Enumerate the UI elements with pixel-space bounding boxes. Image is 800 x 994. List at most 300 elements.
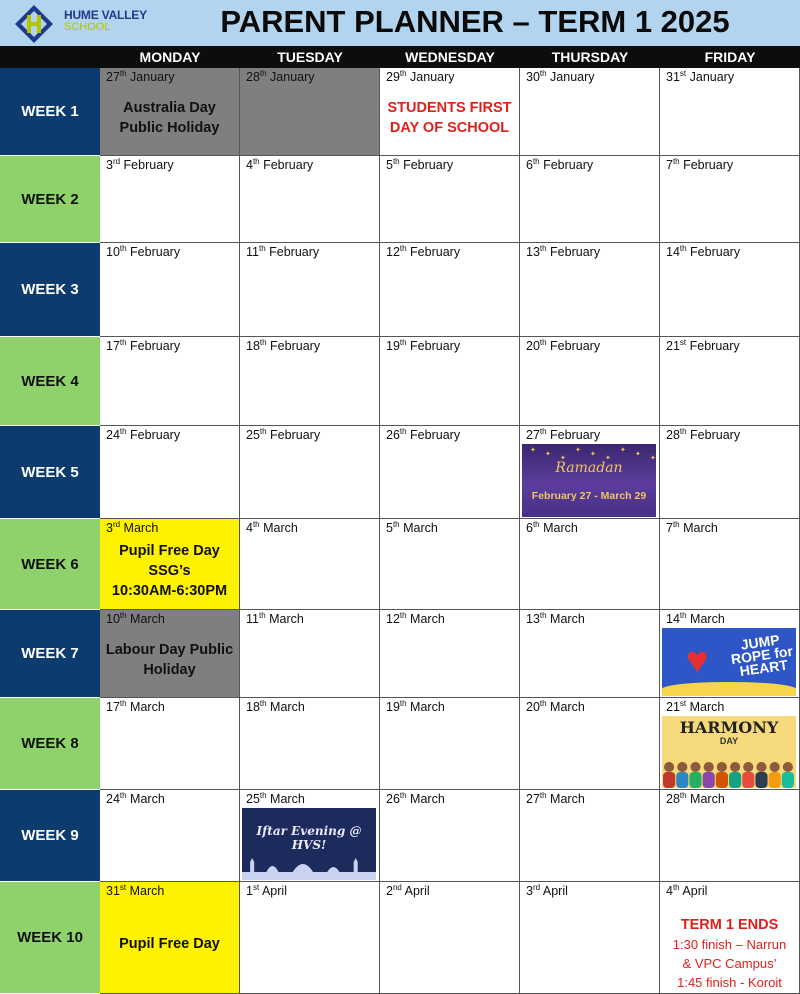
date-suffix: rd — [532, 883, 541, 892]
date-month: February — [126, 428, 181, 442]
date-day: 3 — [106, 158, 113, 172]
date-month: March — [120, 521, 159, 535]
date-day: 19 — [386, 339, 400, 353]
date-suffix: th — [532, 157, 540, 166]
jump-banner — [662, 628, 796, 696]
iftar-banner — [242, 808, 376, 880]
page-header — [0, 0, 800, 46]
date-suffix: th — [679, 244, 687, 253]
cell-date — [386, 884, 430, 899]
event-text: Australia Day — [123, 100, 216, 116]
date-suffix: th — [119, 427, 127, 436]
date-month: January — [546, 70, 595, 84]
day-cell[interactable] — [380, 156, 520, 243]
cell-date — [246, 612, 304, 627]
cell-date — [386, 339, 460, 354]
date-month: February — [266, 428, 321, 442]
date-month: February — [120, 158, 174, 172]
cell-date — [526, 158, 593, 173]
date-month: February — [126, 245, 181, 259]
date-day: 26 — [386, 792, 400, 806]
date-day: 17 — [106, 339, 120, 353]
date-suffix: th — [399, 69, 407, 78]
date-day: 12 — [386, 612, 400, 626]
event-text: Pupil Free Day — [119, 543, 220, 559]
day-cell[interactable] — [520, 790, 660, 882]
date-suffix: th — [672, 520, 680, 529]
date-day: 6 — [526, 158, 533, 172]
date-suffix: th — [399, 427, 407, 436]
date-month: January — [126, 70, 175, 84]
date-month: March — [399, 521, 438, 535]
week-label-5: WEEK 5 — [0, 426, 100, 519]
date-day: 1 — [246, 884, 253, 898]
date-month: February — [406, 428, 461, 442]
date-day: 18 — [246, 339, 260, 353]
cell-date — [666, 884, 707, 899]
date-month: March — [266, 792, 305, 806]
day-cell[interactable] — [240, 610, 380, 698]
star-icon: ✦ — [590, 451, 596, 458]
date-suffix: th — [539, 244, 547, 253]
cell-date — [666, 339, 740, 354]
date-suffix: th — [532, 520, 540, 529]
date-suffix: th — [259, 427, 267, 436]
event-note: 1:45 finish - Koroit — [677, 975, 782, 990]
day-header-tuesday: TUESDAY — [277, 49, 343, 65]
day-cell[interactable] — [380, 610, 520, 698]
day-cell[interactable] — [240, 882, 380, 994]
cell-date — [386, 700, 445, 715]
date-day: 7 — [666, 158, 673, 172]
week-label-8: WEEK 8 — [0, 698, 100, 790]
day-cell[interactable] — [660, 698, 800, 790]
star-icon: ✦ — [650, 455, 656, 462]
day-cell[interactable] — [100, 156, 240, 243]
star-icon: ✦ — [605, 455, 611, 462]
week-label-3: WEEK 3 — [0, 243, 100, 337]
date-day: 7 — [666, 521, 673, 535]
date-month: March — [686, 792, 725, 806]
day-cell[interactable] — [520, 68, 660, 156]
cell-date — [106, 700, 165, 715]
day-cell[interactable] — [240, 698, 380, 790]
date-day: 13 — [526, 612, 540, 626]
day-cell[interactable] — [100, 610, 240, 698]
date-day: 11 — [246, 612, 259, 626]
day-cell[interactable] — [520, 882, 660, 994]
cell-date — [386, 612, 445, 627]
cell-date — [666, 700, 724, 715]
date-month: February — [265, 245, 320, 259]
cell-date — [246, 158, 313, 173]
cell-date — [666, 158, 733, 173]
day-cell[interactable] — [660, 243, 800, 337]
day-cell[interactable] — [520, 337, 660, 426]
date-day: 13 — [526, 245, 540, 259]
date-month: March — [126, 792, 165, 806]
day-cell[interactable] — [100, 698, 240, 790]
date-month: February — [686, 245, 741, 259]
date-day: 27 — [526, 792, 540, 806]
date-month: March — [406, 612, 445, 626]
cell-date — [106, 792, 165, 807]
date-month: January — [686, 70, 735, 84]
date-day: 10 — [106, 612, 120, 626]
date-day: 17 — [106, 700, 120, 714]
date-month: February — [546, 428, 601, 442]
ramadan-title: Ramadan — [555, 460, 623, 476]
event-text: Public Holiday — [119, 120, 220, 136]
day-cell[interactable] — [520, 610, 660, 698]
event-text: 10:30AM-6:30PM — [111, 583, 228, 599]
day-cell[interactable] — [520, 426, 660, 519]
cell-date — [526, 792, 585, 807]
cell-date — [246, 245, 319, 260]
date-suffix: nd — [392, 883, 402, 892]
date-month: February — [406, 339, 461, 353]
date-suffix: th — [679, 791, 687, 800]
school-name: HUME VALLEY — [64, 8, 147, 22]
date-suffix: rd — [112, 520, 121, 529]
date-suffix: th — [119, 338, 127, 347]
heart-icon: ♥ — [686, 640, 709, 682]
day-cell[interactable] — [100, 519, 240, 610]
date-month: March — [259, 521, 298, 535]
date-day: 25 — [246, 428, 260, 442]
date-month: February — [406, 245, 461, 259]
date-month: March — [265, 612, 304, 626]
cell-date — [106, 70, 175, 85]
day-cell[interactable] — [100, 243, 240, 337]
harmony-banner — [662, 716, 796, 788]
date-month: March — [686, 612, 725, 626]
date-month: February — [546, 339, 601, 353]
event-text: SSG’s — [148, 563, 191, 579]
day-cell[interactable] — [380, 337, 520, 426]
date-suffix: th — [119, 69, 127, 78]
week-label-4: WEEK 4 — [0, 337, 100, 426]
date-day: 27 — [526, 428, 540, 442]
iftar-title: Iftar Evening @ HVS! — [256, 824, 362, 852]
date-suffix: th — [399, 699, 407, 708]
day-header-wednesday: WEDNESDAY — [405, 49, 495, 65]
date-month: March — [546, 612, 585, 626]
day-cell[interactable] — [240, 337, 380, 426]
date-suffix: th — [399, 611, 407, 620]
date-suffix: th — [539, 611, 547, 620]
day-cell[interactable] — [520, 698, 660, 790]
week-label-10: WEEK 10 — [0, 882, 100, 994]
day-cell[interactable] — [240, 519, 380, 610]
date-suffix: st — [119, 883, 127, 892]
date-suffix: th — [119, 791, 127, 800]
date-day: 5 — [386, 521, 393, 535]
cell-date — [666, 521, 718, 536]
date-day: 14 — [666, 245, 680, 259]
day-cell[interactable] — [660, 790, 800, 882]
day-cell[interactable] — [380, 243, 520, 337]
date-month: March — [266, 700, 305, 714]
cell-date — [106, 428, 180, 443]
date-suffix: th — [539, 427, 547, 436]
date-day: 28 — [666, 792, 680, 806]
day-header-thursday: THURSDAY — [551, 49, 629, 65]
date-suffix: th — [399, 338, 407, 347]
date-suffix: th — [539, 791, 547, 800]
date-suffix: rd — [112, 157, 121, 166]
date-day: 3 — [526, 884, 533, 898]
date-day: 18 — [246, 700, 260, 714]
star-icon: ✦ — [635, 451, 641, 458]
day-cell[interactable] — [240, 68, 380, 156]
mosque-skyline-icon — [242, 854, 376, 880]
date-month: March — [126, 612, 165, 626]
day-cell[interactable] — [100, 790, 240, 882]
ground-decoration — [662, 682, 796, 696]
date-suffix: th — [259, 69, 267, 78]
date-suffix: th — [672, 157, 680, 166]
date-day: 4 — [666, 884, 673, 898]
date-month: April — [540, 884, 568, 898]
harmony-title: HARMONY — [679, 718, 779, 737]
date-month: February — [686, 428, 741, 442]
cell-date — [386, 245, 460, 260]
date-day: 21 — [666, 700, 680, 714]
cell-date — [526, 884, 568, 899]
date-month: March — [546, 792, 585, 806]
date-suffix: th — [119, 244, 127, 253]
date-suffix: st — [679, 338, 687, 347]
harmony-subtitle: DAY — [719, 736, 739, 746]
school-logo-icon — [14, 4, 54, 44]
date-day: 25 — [246, 792, 260, 806]
date-suffix: st — [679, 69, 687, 78]
star-icon: ✦ — [560, 455, 566, 462]
week-label-9: WEEK 9 — [0, 790, 100, 882]
day-cell[interactable] — [380, 519, 520, 610]
date-suffix: th — [672, 883, 680, 892]
date-month: February — [399, 158, 454, 172]
cell-date — [106, 339, 180, 354]
date-suffix: th — [399, 791, 407, 800]
date-suffix: th — [258, 611, 266, 620]
day-cell[interactable] — [520, 156, 660, 243]
date-day: 29 — [386, 70, 400, 84]
week-label-7: WEEK 7 — [0, 610, 100, 698]
ramadan-dates: February 27 - March 29 — [531, 490, 647, 502]
date-day: 27 — [106, 70, 120, 84]
date-month: March — [126, 700, 165, 714]
date-suffix: st — [679, 699, 687, 708]
star-icon: ✦ — [575, 447, 581, 454]
date-suffix: th — [392, 520, 400, 529]
cell-date — [526, 612, 585, 627]
day-cell[interactable] — [660, 882, 800, 994]
day-cell[interactable] — [660, 156, 800, 243]
day-cell[interactable] — [240, 790, 380, 882]
event-note: 1:30 finish – Narrun — [672, 937, 787, 952]
cell-date — [526, 428, 600, 443]
date-month: March — [686, 700, 725, 714]
date-suffix: th — [258, 244, 266, 253]
date-day: 20 — [526, 339, 540, 353]
day-cell[interactable] — [380, 698, 520, 790]
date-suffix: th — [259, 791, 267, 800]
day-cell[interactable] — [240, 243, 380, 337]
cell-date — [246, 792, 305, 807]
date-day: 24 — [106, 428, 120, 442]
day-cell[interactable] — [660, 426, 800, 519]
week-label-1: WEEK 1 — [0, 68, 100, 156]
date-suffix: th — [392, 157, 400, 166]
day-cell[interactable] — [380, 68, 520, 156]
cell-date — [246, 70, 315, 85]
day-cell[interactable] — [520, 243, 660, 337]
date-day: 12 — [386, 245, 400, 259]
cell-date — [106, 884, 164, 899]
cell-date — [666, 792, 725, 807]
day-cell[interactable] — [100, 882, 240, 994]
cell-date — [106, 158, 174, 173]
cell-date — [666, 428, 740, 443]
date-month: March — [546, 700, 585, 714]
day-cell[interactable] — [380, 790, 520, 882]
date-suffix: st — [252, 883, 260, 892]
date-day: 31 — [106, 884, 120, 898]
cell-date — [526, 700, 585, 715]
cell-date — [106, 521, 158, 536]
date-suffix: th — [259, 699, 267, 708]
date-day: 4 — [246, 521, 253, 535]
day-cell[interactable] — [380, 882, 520, 994]
cell-date — [246, 428, 320, 443]
jump-rope-title: JUMP ROPE for HEART — [729, 631, 794, 680]
date-day: 4 — [246, 158, 253, 172]
cell-date — [246, 521, 298, 536]
date-suffix: th — [539, 69, 547, 78]
day-cell[interactable] — [100, 337, 240, 426]
event-text: DAY OF SCHOOL — [389, 120, 510, 136]
date-suffix: th — [259, 338, 267, 347]
week-label-6: WEEK 6 — [0, 519, 100, 610]
day-cell[interactable] — [660, 337, 800, 426]
date-month: January — [406, 70, 455, 84]
cell-date — [386, 792, 445, 807]
day-cell[interactable] — [660, 610, 800, 698]
cell-date — [666, 245, 740, 260]
date-day: 28 — [666, 428, 680, 442]
school-subtitle: SCHOOL — [64, 21, 111, 33]
event-text: TERM 1 ENDS — [680, 917, 779, 933]
cell-date — [106, 245, 180, 260]
date-day: 2 — [386, 884, 393, 898]
day-cell[interactable] — [660, 68, 800, 156]
day-cell[interactable] — [380, 426, 520, 519]
cell-date — [526, 339, 600, 354]
date-suffix: th — [252, 157, 260, 166]
cell-date — [666, 70, 734, 85]
date-month: March — [126, 884, 165, 898]
date-day: 19 — [386, 700, 400, 714]
cell-date — [526, 245, 600, 260]
week-label-2: WEEK 2 — [0, 156, 100, 243]
date-day: 31 — [666, 70, 680, 84]
date-month: March — [539, 521, 578, 535]
cell-date — [526, 521, 578, 536]
event-text: Pupil Free Day — [119, 936, 220, 952]
date-day: 24 — [106, 792, 120, 806]
date-suffix: th — [119, 699, 127, 708]
people-illustration — [662, 758, 796, 788]
date-month: February — [539, 158, 594, 172]
date-month: April — [679, 884, 708, 898]
event-text: STUDENTS FIRST — [387, 100, 512, 116]
day-cell[interactable] — [240, 156, 380, 243]
cell-date — [666, 612, 725, 627]
date-day: 28 — [246, 70, 260, 84]
date-month: February — [679, 158, 734, 172]
date-month: February — [259, 158, 314, 172]
day-header-monday: MONDAY — [139, 49, 201, 65]
date-day: 5 — [386, 158, 393, 172]
cell-date — [386, 428, 460, 443]
cell-date — [386, 70, 455, 85]
star-icon: ✦ — [530, 447, 536, 454]
event-text: Labour Day Public — [105, 642, 234, 658]
day-cell[interactable] — [240, 426, 380, 519]
cell-date — [246, 884, 287, 899]
date-suffix: th — [679, 427, 687, 436]
date-suffix: th — [539, 338, 547, 347]
date-day: 10 — [106, 245, 120, 259]
date-month: March — [679, 521, 718, 535]
date-month: March — [406, 792, 445, 806]
date-day: 11 — [246, 245, 259, 259]
date-day: 26 — [386, 428, 400, 442]
cell-date — [246, 700, 305, 715]
date-day: 20 — [526, 700, 540, 714]
date-suffix: th — [399, 244, 407, 253]
day-cell[interactable] — [100, 426, 240, 519]
date-suffix: th — [252, 520, 260, 529]
date-month: March — [406, 700, 445, 714]
day-header-friday: FRIDAY — [704, 49, 756, 65]
date-suffix: th — [539, 699, 547, 708]
date-month: April — [259, 884, 287, 898]
date-suffix: th — [119, 611, 127, 620]
day-cell[interactable] — [520, 519, 660, 610]
day-cell[interactable] — [660, 519, 800, 610]
date-suffix: th — [679, 611, 687, 620]
cell-date — [526, 70, 595, 85]
date-month: February — [546, 245, 601, 259]
cell-date — [246, 339, 320, 354]
date-day: 30 — [526, 70, 540, 84]
event-note: & VPC Campus’ — [682, 956, 777, 971]
date-day: 6 — [526, 521, 533, 535]
star-icon: ✦ — [545, 451, 551, 458]
date-month: February — [686, 339, 740, 353]
cell-date — [386, 521, 438, 536]
date-day: 14 — [666, 612, 680, 626]
cell-date — [106, 612, 165, 627]
event-text: Holiday — [143, 662, 196, 678]
day-cell[interactable] — [100, 68, 240, 156]
date-month: April — [401, 884, 430, 898]
ramadan-banner — [522, 444, 656, 517]
date-month: February — [266, 339, 321, 353]
